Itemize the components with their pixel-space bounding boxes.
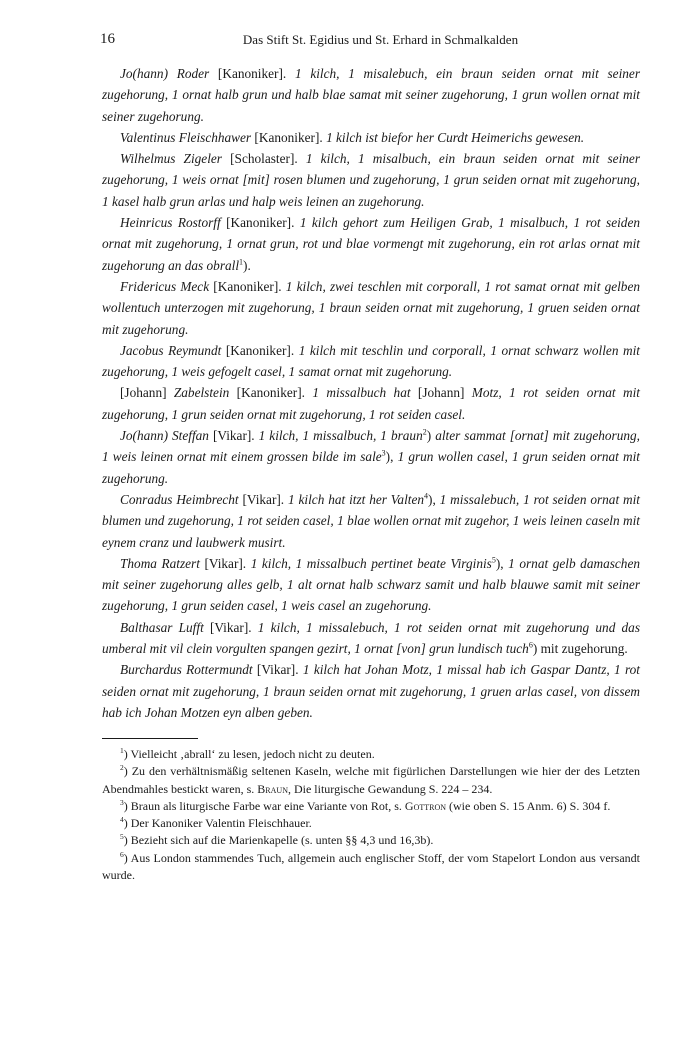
italic-text: 1 kilch, 1 missalbuch pertinet beate Virginis <box>250 555 492 571</box>
italic-text: 1 kilch hat itzt her Valten <box>288 491 425 507</box>
text-run: (wie oben S. 15 Anm. 6) S. 304 f. <box>446 798 611 813</box>
italic-text: Balthasar Lufft <box>120 619 204 635</box>
text-run: ) Aus London stammendes Tuch, allgemein auch englischer Stoff, der vom Stapelort London aus versandt wurde. <box>102 850 640 883</box>
text-run: ), <box>428 491 440 507</box>
text-run: ) mit zugehorung. <box>532 641 628 657</box>
italic-text: Jo(hann) Steffan <box>120 428 209 444</box>
text-run: ) <box>426 428 436 444</box>
footnote-marker: 1 <box>120 746 124 755</box>
inventory-entry <box>102 340 640 383</box>
text-run: ) Vielleicht ‚abrall‘ zu lesen, jedoch nicht zu deuten. <box>123 747 375 761</box>
italic-text: Thoma Ratzert <box>120 555 200 571</box>
running-title: Das Stift St. Egidius und St. Erhard in Schmalkalden <box>242 32 519 47</box>
text-run: [Kanoniker]. <box>251 129 327 145</box>
text-run: [Vikar]. <box>252 662 303 678</box>
text-run: [Kanoniker]. <box>209 66 295 81</box>
text-run: [Kanoniker]. <box>221 342 299 358</box>
inventory-entry <box>102 127 640 148</box>
footnote-marker: 2 <box>422 427 427 437</box>
text-run: [Kanoniker]. <box>229 385 313 401</box>
text-run: [Kanoniker]. <box>209 278 286 294</box>
footnote-marker: 4 <box>424 491 429 501</box>
inventory-entry <box>102 382 640 425</box>
inventory-entry <box>102 489 640 553</box>
inventory-entry <box>102 659 640 723</box>
italic-text: 1 kilch gehort zum Heiligen Grab, 1 misalbuch, 1 rot seiden ornat mit zugehorung, 1 ornat grun, rot und blae vormengt mit zugehorung, ein rot arlas ornat mit zugehorung an das obrall <box>102 215 640 273</box>
text-run: Braun <box>257 781 288 796</box>
text-run: [Vikar]. <box>203 619 258 635</box>
footnote-marker: 3 <box>381 448 386 458</box>
italic-text: Jacobus Reymundt <box>120 342 222 358</box>
footnote-divider <box>102 738 198 739</box>
footnote-marker: 6 <box>120 849 124 859</box>
footnote-marker: 5 <box>491 555 496 565</box>
page-number: 16 <box>100 31 115 47</box>
text-run: ), <box>385 449 398 465</box>
text-run: [Vikar]. <box>238 491 288 507</box>
italic-text: 1 missalbuch hat <box>312 385 418 401</box>
text-run: ) Zu den verhältnismäßig seltenen Kaseln, welche mit figürlichen Darstellungen wie hier der des Letzten Abendmahles bestickt waren, s. <box>102 764 640 796</box>
text-run: [Johann] <box>120 385 174 401</box>
italic-text: 1 missalebuch, 1 rot seiden ornat mit blumen und zugehorung, 1 rot seiden casel, 1 blae wollen ornat mit zugehor, 1 weis leinen caseln mit eynem cranz und laubwerk musirt. <box>102 491 641 550</box>
text-run: ) Der Kanoniker Valentin Fleischhauer. <box>123 816 312 831</box>
footnote-marker: 2 <box>120 763 124 773</box>
italic-text: Valentinus Fleischhawer <box>120 129 252 145</box>
italic-text: 1 kilch ist biefor her Curdt Heimerichs gewesen. <box>326 129 585 145</box>
text-run: , Die liturgische Gewandung S. 224 – 234. <box>287 781 493 796</box>
italic-text: 1 ornat gelb damaschen mit seiner zugehorung alles gelb, 1 alt ornat halb schwarz samit und halb blauwe samit mit seiner zugehorung, 1 grun seiden casel, 1 weis casel an zugehorung. <box>102 555 640 614</box>
text-run: Gottron <box>404 798 447 813</box>
text-run: ) Braun als liturgische Farbe war eine Variante von Rot, s. <box>123 798 405 813</box>
text-run: ) Bezieht sich auf die Marienkapelle (s. unten §§ 4,3 und 16,3b). <box>123 833 434 848</box>
italic-text: Wilhelmus Zigeler <box>120 151 222 167</box>
italic-text: 1 kilch, 1 missalebuch, 1 rot seiden ornat mit zugehorung und das umberal mit vil clein vorgulten spangen gezirt, 1 ornat [von] grun lundisch tuch <box>102 619 640 657</box>
footnote <box>102 832 640 849</box>
footnote <box>102 763 640 798</box>
inventory-entry <box>102 148 640 212</box>
italic-text: 1 grun wollen casel, 1 grun seiden ornat mit zugehorung. <box>102 449 640 486</box>
inventory-entry <box>102 617 640 660</box>
page-header <box>100 31 641 51</box>
inventory-entry <box>102 553 640 617</box>
italic-text: alter sammat [ornat] mit zugehorung, 1 weis leinen ornat mit einem grossen bilde im sale <box>102 428 640 465</box>
footnote <box>102 850 640 885</box>
footnote <box>102 746 640 763</box>
inventory-entry <box>102 276 640 340</box>
italic-text: 1 kilch, 1 misalbuch, ein braun seiden ornat mit seiner zugehorung, 1 weis ornat [mit] rosen blumen und zugehorung, 1 grun seiden ornat mit zugehorung, 1 kasel halb grun arlas und halp weis leinen an zugehorung. <box>102 151 640 209</box>
italic-text: Burchardus Rottermundt <box>120 662 253 678</box>
text-run: ). <box>243 257 251 273</box>
footnote-marker: 3 <box>120 797 124 807</box>
italic-text: 1 kilch, zwei teschlen mit corporall, 1 rot samat ornat mit gelben wollentuch unterzogen mit zugehorung, 1 braun seiden ornat mit zugehorung, 1 gruen seiden ornat mit zugehorung. <box>102 278 641 337</box>
footnote-marker: 4 <box>120 815 124 825</box>
italic-text: Fridericus Meck <box>120 278 210 294</box>
body-text <box>102 63 640 723</box>
italic-text: Zabelstein <box>173 385 230 401</box>
text-run: [Scholaster]. <box>221 151 306 167</box>
inventory-entry <box>102 212 640 276</box>
italic-text: Heinricus Rostorff <box>120 215 221 231</box>
text-run: [Johann] <box>417 385 472 401</box>
inventory-entry <box>102 63 640 127</box>
footnote-marker: 5 <box>120 832 124 842</box>
text-run: [Vikar]. <box>208 428 259 444</box>
footnote <box>102 815 640 832</box>
italic-text: 1 kilch, 1 missalbuch, 1 braun <box>258 428 423 444</box>
italic-text: 1 kilch mit teschlin und corporall, 1 ornat schwarz wollen mit zugehorung, 1 weis gefogelt casel, 1 samat ornat mit zugehorung. <box>102 342 640 380</box>
footnote-marker: 1 <box>239 257 244 267</box>
footnote-marker: 6 <box>528 640 533 650</box>
inventory-entry <box>102 425 640 489</box>
footnote <box>102 798 640 815</box>
text-run: ), <box>495 555 509 571</box>
footnotes <box>102 746 640 884</box>
italic-text: Conradus Heimbrecht <box>120 491 239 507</box>
italic-text: 1 kilch, 1 misalebuch, ein braun seiden ornat mit seiner zugehorung, 1 ornat halb grun und halb blae samat mit seiner zugehorung, 1 grun wollen ornat mit seiner zugehorung. <box>102 66 640 124</box>
italic-text: Motz, 1 rot seiden ornat mit zugehorung, 1 grun seiden ornat mit zugehorung, 1 rot seiden casel. <box>102 385 640 422</box>
text-run: [Kanoniker]. <box>220 215 300 231</box>
italic-text: 1 kilch hat Johan Motz, 1 missal hab ich Gaspar Dantz, 1 rot seiden ornat mit zugehorung, 1 braun seiden ornat mit zugehorung, 1 gruen arlas casel, von dissem hab ich Johan Motzen eyn alben geben. <box>102 662 640 720</box>
italic-text: Jo(hann) Roder <box>120 66 210 81</box>
text-run: [Vikar]. <box>199 555 251 571</box>
